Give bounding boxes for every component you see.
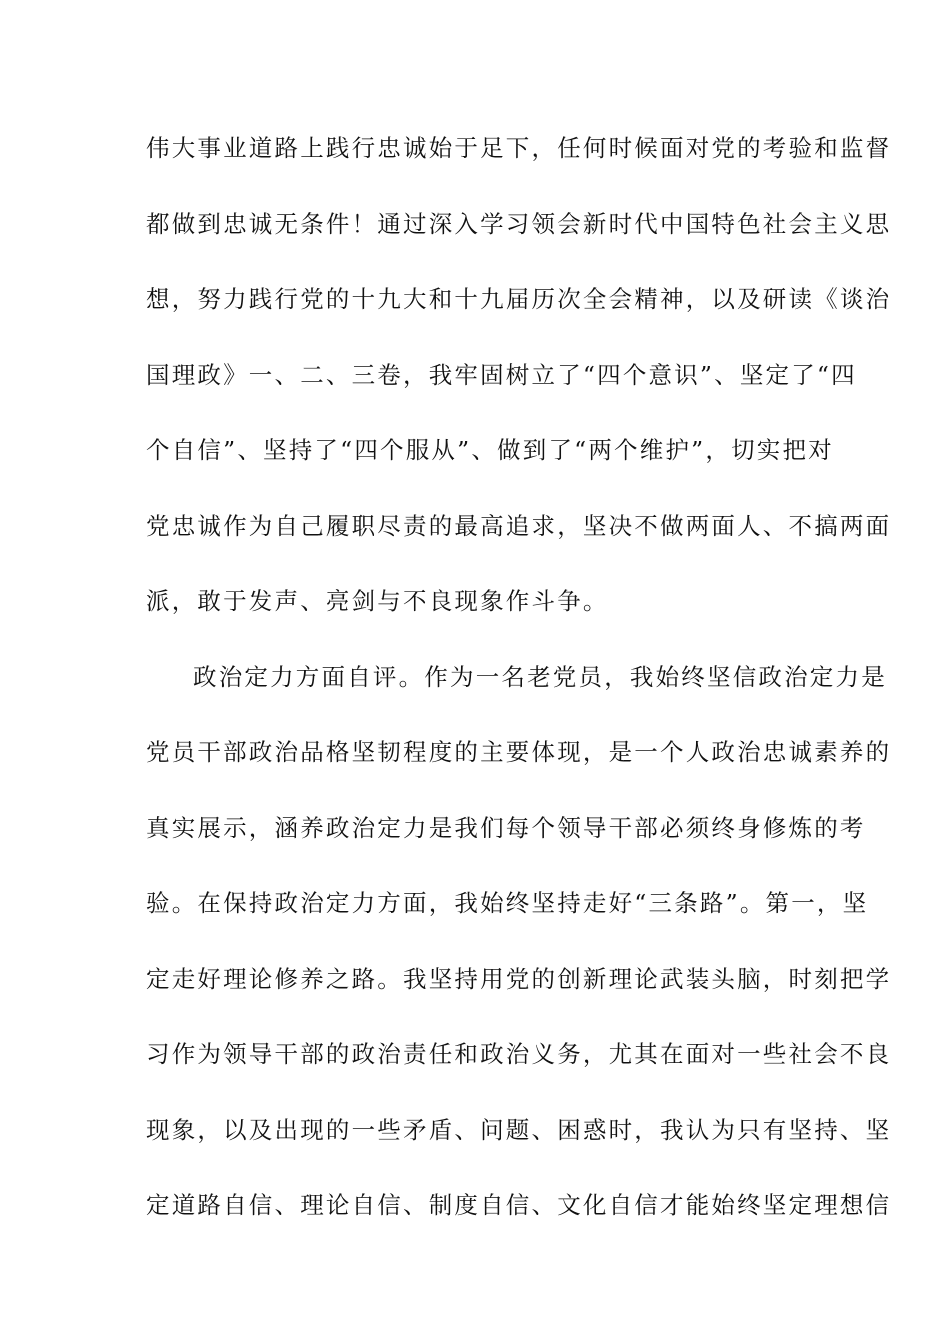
paragraph-start-line: 政治定力方面自评。作为一名老党员，我始终坚信政治定力是: [193, 662, 887, 691]
text-line: 想，努力践行党的十九大和十九届历次全会精神，以及研读《谈治: [146, 285, 892, 313]
text-line: 现象，以及出现的一些矛盾、问题、困惑时，我认为只有坚持、坚: [146, 1115, 892, 1144]
text-line: 个自信”、坚持了“四个服从”、做到了“两个维护”，切实把对: [146, 436, 834, 464]
text-line: 派，敢于发声、亮剑与不良现象作斗争。: [146, 587, 609, 615]
text-line: 都做到忠诚无条件！通过深入学习领会新时代中国特色社会主义思: [146, 209, 892, 238]
body-text: [146, 128, 892, 1261]
text-line: 国理政》一、二、三卷，我牢固树立了“四个意识”、坚定了“四: [146, 360, 857, 389]
text-line: 习作为领导干部的政治责任和政治义务，尤其在面对一些社会不良: [146, 1040, 892, 1068]
text-line: 真实展示，涵养政治定力是我们每个领导干部必须终身修炼的考: [146, 813, 866, 842]
text-line: 党忠诚作为自己履职尽责的最高追求，坚决不做两面人、不搞两面: [146, 511, 892, 540]
text-line: 定道路自信、理论自信、制度自信、文化自信才能始终坚定理想信: [146, 1191, 892, 1219]
text-line: 伟大事业道路上践行忠诚始于足下，任何时候面对党的考验和监督: [146, 134, 892, 162]
text-line: 验。在保持政治定力方面，我始终坚持走好“三条路”。第一，坚: [146, 889, 869, 917]
text-line: 党员干部政治品格坚韧程度的主要体现，是一个人政治忠诚素养的: [146, 738, 892, 766]
text-line: 定走好理论修养之路。我坚持用党的创新理论武装头脑，时刻把学: [146, 964, 892, 993]
